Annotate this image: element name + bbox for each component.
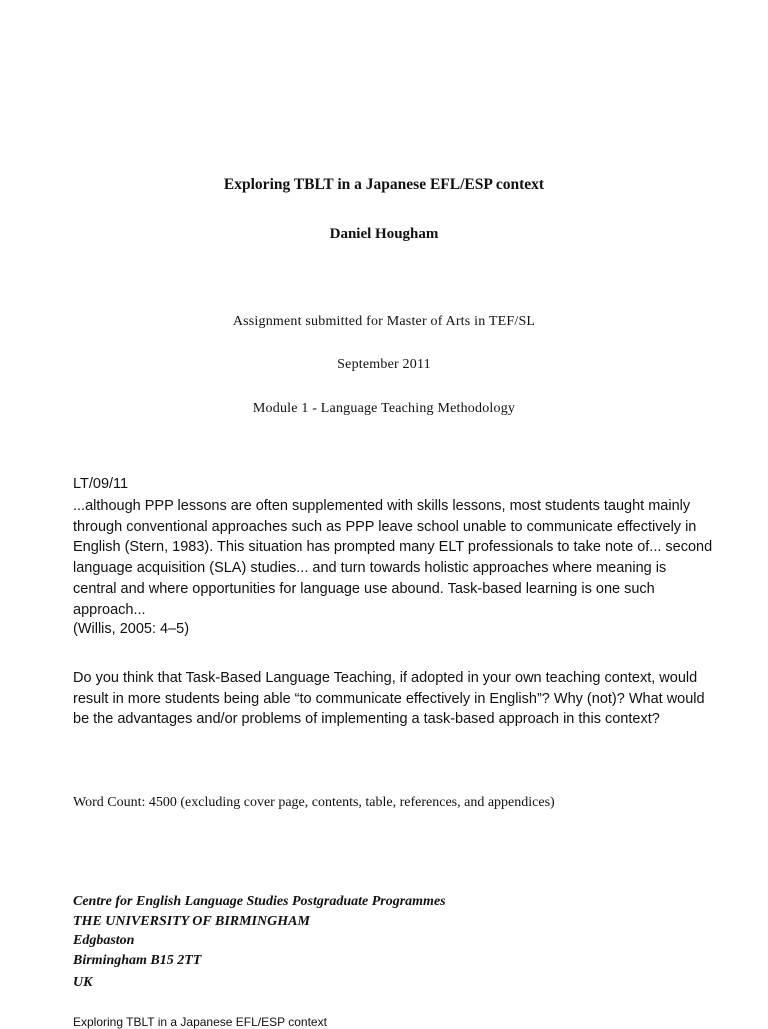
address-line-centre: Centre for English Language Studies Postgraduate Programmes bbox=[73, 894, 446, 909]
running-footer: Exploring TBLT in a Japanese EFL/ESP context bbox=[73, 1015, 327, 1029]
address-line-city: Birmingham B15 2TT bbox=[73, 952, 202, 968]
assignment-question: Do you think that Task-Based Language Teaching, if adopted in your own teaching context, would result in more students being able “to communicate effectively in English”? Why (not)? What would be the advantages and/or problems of implementing a task-based approach in this context? bbox=[73, 670, 705, 728]
assignment-quote: ...although PPP lessons are often supplemented with skills lessons, most students taught mainly through conventional approaches such as PPP leave school unable to communicate effectively in English (Stern, 1983). This situation has prompted many ELT professionals to take note of... second language acquisition (SLA) studies... and turn towards holistic approaches where meaning is central and where opportunities for language use abound. Task-based learning is one such approach... bbox=[73, 498, 713, 618]
submission-line: Assignment submitted for Master of Arts in TEF/SL bbox=[232, 314, 536, 329]
module-line: Module 1 - Language Teaching Methodology bbox=[252, 401, 516, 416]
address-line-district: Edgbaston bbox=[73, 933, 135, 949]
author-name: Daniel Hougham bbox=[329, 226, 439, 242]
institution-address bbox=[73, 892, 446, 993]
assignment-code: LT/09/11 bbox=[73, 476, 129, 492]
document-title: Exploring TBLT in a Japanese EFL/ESP context bbox=[223, 176, 545, 193]
address-line-country: UK bbox=[73, 975, 93, 991]
address-line-university: THE UNIVERSITY OF BIRMINGHAM bbox=[73, 913, 310, 929]
date-line: September 2011 bbox=[337, 357, 431, 372]
quote-citation: (Willis, 2005: 4–5) bbox=[73, 621, 190, 637]
word-count: Word Count: 4500 (excluding cover page, contents, table, references, and appendices) bbox=[73, 795, 555, 810]
